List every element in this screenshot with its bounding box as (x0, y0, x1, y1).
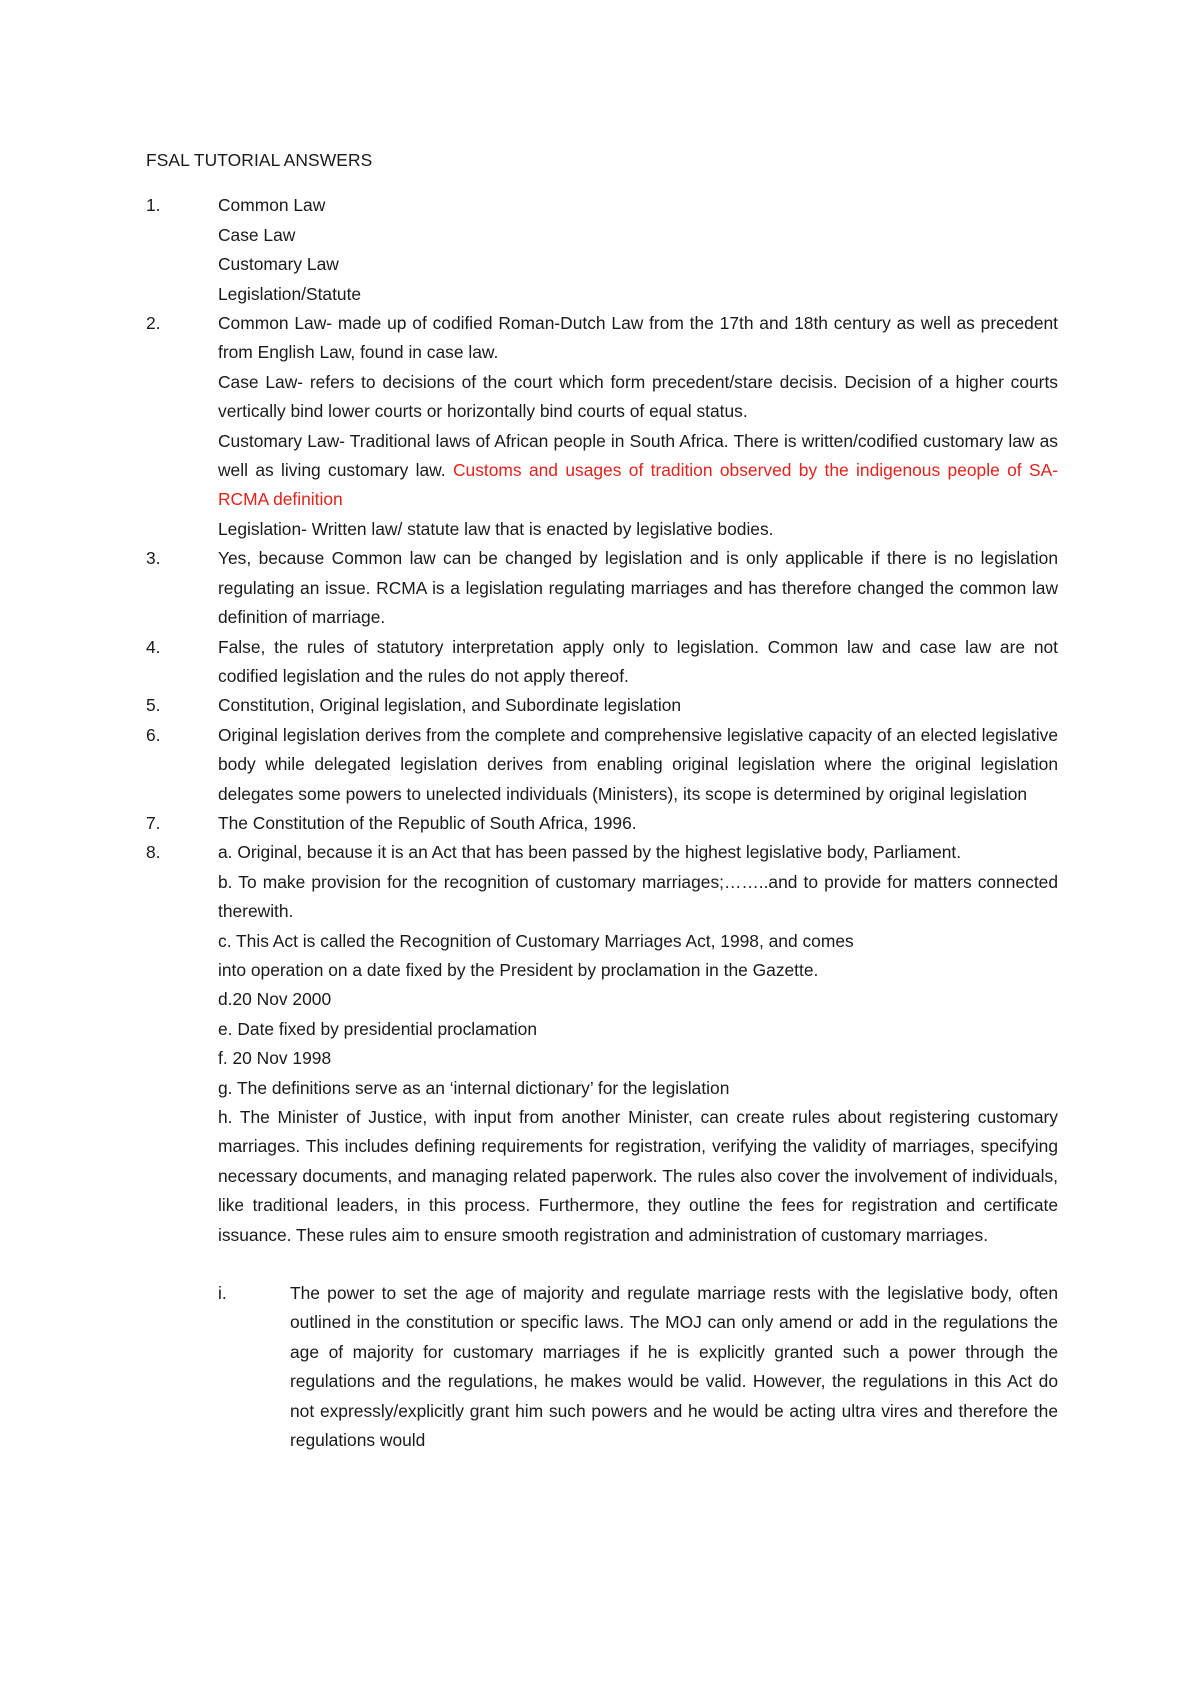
item-paragraph: Legislation/Statute (218, 283, 362, 304)
item-paragraph: Case Law (218, 224, 296, 245)
document-title: FSAL TUTORIAL ANSWERS (146, 150, 373, 170)
item-number: 7. (146, 812, 161, 833)
item-body (218, 633, 1058, 692)
customary-law-text: Customary Law- Traditional laws of African people in South Africa. There is written/codified customary law as well as living customary law. (218, 430, 1058, 481)
item-paragraph: Case Law- refers to decisions of the court which form precedent/stare decisis. Decision of a higher courts vertically bind lower courts or horizontally bind courts of equal status. (218, 371, 1058, 422)
item-body (218, 191, 1058, 309)
item-paragraph: Common Law- made up of codified Roman-Dutch Law from the 17th and 18th century as well as precedent from English Law, found in case law. (218, 313, 1058, 363)
item-paragraph-c-cont: into operation on a date fixed by the President by proclamation in the Gazette. (218, 959, 819, 980)
answer-item-3 (146, 544, 1058, 632)
item-paragraph-g: g. The definitions serve as an ‘internal dictionary’ for the legislation (218, 1077, 730, 1098)
item-body (218, 309, 1058, 544)
item-paragraph-d: d.20 Nov 2000 (218, 989, 332, 1010)
answer-item-1 (146, 191, 1058, 309)
item-body (218, 544, 1058, 632)
item-paragraph: Customary Law (218, 254, 339, 275)
item-paragraph-customary (218, 427, 1058, 515)
item-number: 2. (146, 313, 161, 334)
answer-item-7 (146, 809, 1058, 838)
answer-item-8 (146, 838, 1058, 1250)
item-paragraph: Legislation- Written law/ statute law that is enacted by legislative bodies. (218, 518, 774, 539)
item-number: 3. (146, 548, 161, 569)
answer-item-5 (146, 691, 1058, 720)
item-paragraph: Original legislation derives from the complete and comprehensive legislative capacity of an elected legislative body while delegated legislation derives from enabling original legislation where the original legislation delegates some powers to unelected individuals (Ministers), its scope is determined by original legislation (218, 724, 1058, 804)
subitem-number: i. (218, 1283, 227, 1304)
answer-item-6 (146, 721, 1058, 809)
item-paragraph-e: e. Date fixed by presidential proclamation (218, 1018, 538, 1039)
item-body (218, 721, 1058, 809)
item-number: 4. (146, 636, 161, 657)
item-paragraph: Yes, because Common law can be changed by legislation and is only applicable if there is no legislation regulating an issue. RCMA is a legislation regulating marriages and has therefore changed the common law definition of marriage. (218, 548, 1058, 628)
answer-item-2 (146, 309, 1058, 544)
item-paragraph-c: c. This Act is called the Recognition of Customary Marriages Act, 1998, and comes (218, 930, 854, 951)
item-paragraph: Common Law (218, 195, 326, 216)
item-number: 6. (146, 724, 161, 745)
item-number: 5. (146, 695, 161, 716)
item-paragraph-a: a. Original, because it is an Act that has been passed by the highest legislative body, Parliament. (218, 842, 962, 863)
item-paragraph-h: h. The Minister of Justice, with input from another Minister, can create rules about registering customary marriages. This includes defining requirements for registration, verifying the validity of marriages, specifying necessary documents, and managing related paperwork. The rules also cover the involvement of individuals, like traditional leaders, in this process. Furthermore, they outline the fees for registration and certificate issuance. These rules aim to ensure smooth registration and administration of customary marriages. (218, 1107, 1058, 1245)
item-body (218, 809, 1058, 838)
item-number: 8. (146, 842, 161, 863)
item-paragraph: Constitution, Original legislation, and Subordinate legislation (218, 695, 682, 716)
answer-subitem-i (146, 1279, 1058, 1455)
document-content (146, 146, 1058, 1455)
item-paragraph: The Constitution of the Republic of South Africa, 1996. (218, 812, 637, 833)
item-paragraph: False, the rules of statutory interpretation apply only to legislation. Common law and case law are not codified legislation and the rules do not apply thereof. (218, 636, 1058, 686)
item-body (218, 838, 1058, 1250)
item-paragraph-b: b. To make provision for the recognition of customary marriages;……..and to provide for matters connected therewith. (218, 871, 1058, 922)
item-paragraph-f: f. 20 Nov 1998 (218, 1048, 332, 1069)
item-body (218, 691, 1058, 720)
item-number: 1. (146, 195, 161, 216)
answer-item-4 (146, 633, 1058, 692)
spacer (146, 1250, 1058, 1279)
rcma-definition-highlight: Customs and usages of tradition observed by the indigenous people of SA- RCMA definition (218, 460, 1058, 510)
subitem-body: The power to set the age of majority and regulate marriage rests with the legislative body, often outlined in the constitution or specific laws. The MOJ can only amend or add in the regulations the age of majority for customary marriages if he is explicitly granted such a power through the regulations and the regulations, he makes would be valid. However, the regulations in this Act do not expressly/explicitly grant him such powers and he would be acting ultra vires and therefore the regulations would (290, 1283, 1058, 1451)
